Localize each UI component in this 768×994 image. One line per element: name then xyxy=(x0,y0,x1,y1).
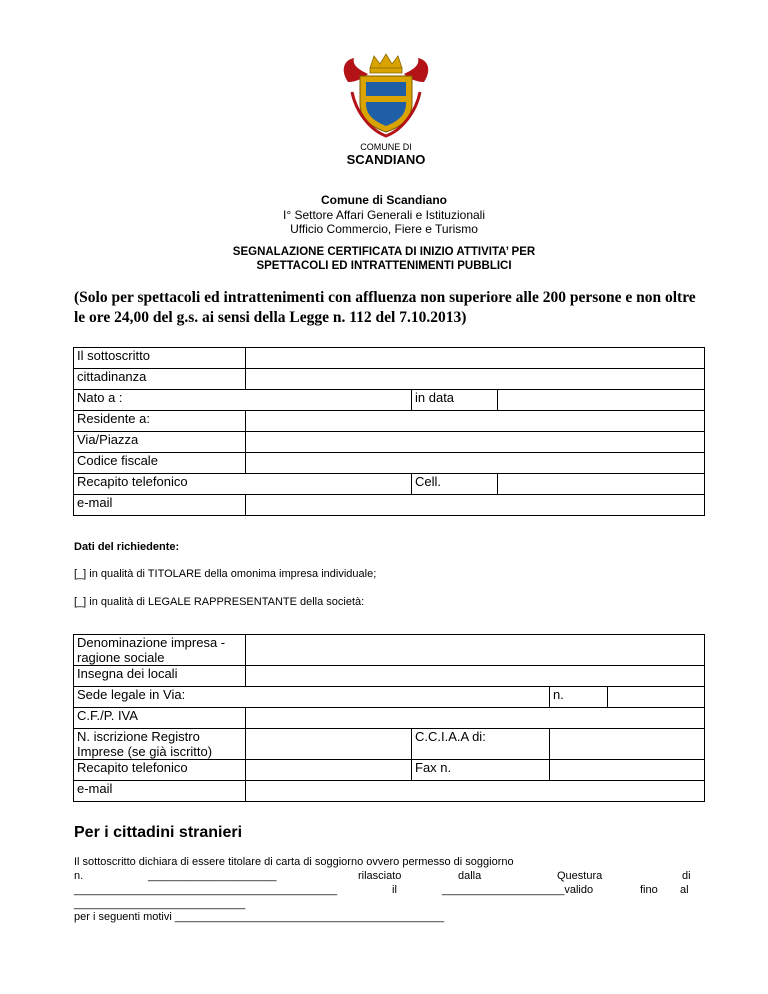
label-cittadinanza: cittadinanza xyxy=(74,369,246,390)
label-recapito-impresa: Recapito telefonico xyxy=(74,760,246,781)
field-iscrizione[interactable] xyxy=(246,729,412,760)
label-sottoscritto: Il sottoscritto xyxy=(74,348,246,369)
field-fax[interactable] xyxy=(550,760,705,781)
label-iscrizione: N. iscrizione Registro Imprese (se già iscritto) xyxy=(74,729,246,760)
field-email-impresa[interactable] xyxy=(246,781,705,802)
stranieri-line1: Il sottoscritto dichiara di essere titolare di carta di soggiorno ovvero permesso di soggiorno xyxy=(74,856,514,868)
doc-title-line1: SEGNALAZIONE CERTIFICATA DI INIZIO ATTIVITA’ PER xyxy=(232,246,536,258)
label-cciaa: C.C.I.A.A di: xyxy=(412,729,550,760)
stranieri-line2 xyxy=(74,870,694,884)
field-recapito-impresa[interactable] xyxy=(246,760,412,781)
personal-data-table xyxy=(73,347,705,516)
label-email-impresa: e-mail xyxy=(74,781,246,802)
field-via[interactable] xyxy=(246,432,705,453)
row-via xyxy=(74,432,705,453)
row-sottoscritto xyxy=(74,348,705,369)
label-n: n. xyxy=(550,687,608,708)
label-il: il xyxy=(392,884,397,896)
label-sede[interactable]: Sede legale in Via: xyxy=(74,687,550,708)
office-line: Ufficio Commercio, Fiere e Turismo xyxy=(290,222,478,236)
label-cell: Cell. xyxy=(412,474,498,495)
field-cell[interactable] xyxy=(498,474,705,495)
row-iscrizione xyxy=(74,729,705,760)
row-codice-fiscale xyxy=(74,453,705,474)
stranieri-motivi[interactable]: per i seguenti motivi ____________________________________________ xyxy=(74,911,445,923)
label-dalla: dalla xyxy=(458,870,482,882)
stranieri-line3 xyxy=(74,884,694,898)
row-sede xyxy=(74,687,705,708)
blank-questura[interactable]: ___________________________________________ xyxy=(74,884,338,896)
label-questura: Questura xyxy=(557,870,603,882)
label-fax: Fax n. xyxy=(412,760,550,781)
field-denominazione[interactable] xyxy=(246,635,705,666)
comune-di-scandiano-logo xyxy=(330,52,442,167)
label-nato-a[interactable]: Nato a : xyxy=(74,390,412,411)
row-nato xyxy=(74,390,705,411)
field-residente[interactable] xyxy=(246,411,705,432)
blank-valido-fino[interactable]: ____________________________ xyxy=(74,898,246,910)
row-insegna xyxy=(74,666,705,687)
label-recapito[interactable]: Recapito telefonico xyxy=(74,474,412,495)
field-in-data[interactable] xyxy=(498,390,705,411)
label-codice-fiscale: Codice fiscale xyxy=(74,453,246,474)
label-fino: fino xyxy=(640,884,658,896)
row-recapito xyxy=(74,474,705,495)
field-cittadinanza[interactable] xyxy=(246,369,705,390)
option-titolare[interactable]: [_] in qualità di TITOLARE della omonima impresa individuale; xyxy=(74,568,377,580)
row-denominazione xyxy=(74,635,705,666)
field-codice-fiscale[interactable] xyxy=(246,453,705,474)
field-cf-piva[interactable] xyxy=(246,708,705,729)
label-n: n. xyxy=(74,870,84,882)
label-rilasciato: rilasciato xyxy=(358,870,402,882)
label-denominazione: Denominazione impresa - ragione sociale xyxy=(74,635,246,666)
label-in-data: in data xyxy=(412,390,498,411)
richiedente-title: Dati del richiedente: xyxy=(74,541,180,553)
company-data-table xyxy=(73,634,705,802)
svg-text:COMUNE DI: COMUNE DI xyxy=(360,142,412,152)
row-residente xyxy=(74,411,705,432)
stranieri-title: Per i cittadini stranieri xyxy=(74,824,243,841)
label-via: Via/Piazza xyxy=(74,432,246,453)
row-recapito-impresa xyxy=(74,760,705,781)
sector-line: I° Settore Affari Generali e Istituzionali xyxy=(282,208,485,222)
field-email[interactable] xyxy=(246,495,705,516)
label-email: e-mail xyxy=(74,495,246,516)
label-al: al xyxy=(680,884,689,896)
row-email-impresa xyxy=(74,781,705,802)
svg-text:SCANDIANO: SCANDIANO xyxy=(346,152,426,167)
blank-data-rilascio[interactable]: ____________________valido xyxy=(442,884,594,896)
row-cittadinanza xyxy=(74,369,705,390)
label-insegna: Insegna dei locali xyxy=(74,666,246,687)
blank-permesso-numero[interactable]: _____________________ xyxy=(148,870,277,882)
label-residente: Residente a: xyxy=(74,411,246,432)
scope-subtitle: (Solo per spettacoli ed intrattenimenti con affluenza non superiore alle 200 persone e non oltre le ore 24,00 del g.s. ai sensi della Legge n. 112 del 7.10.2013) xyxy=(74,289,696,326)
row-cf-piva xyxy=(74,708,705,729)
field-insegna[interactable] xyxy=(246,666,705,687)
field-cciaa[interactable] xyxy=(550,729,705,760)
doc-title-line2: SPETTACOLI ED INTRATTENIMENTI PUBBLICI xyxy=(256,260,512,272)
option-legale-rappresentante[interactable]: [_] in qualità di LEGALE RAPPRESENTANTE della società: xyxy=(74,596,365,608)
label-cf-piva: C.F./P. IVA xyxy=(74,708,246,729)
org-name: Comune di Scandiano xyxy=(320,193,447,207)
field-numero[interactable] xyxy=(608,687,705,708)
label-di: di xyxy=(682,870,691,882)
row-email xyxy=(74,495,705,516)
field-sottoscritto[interactable] xyxy=(246,348,705,369)
